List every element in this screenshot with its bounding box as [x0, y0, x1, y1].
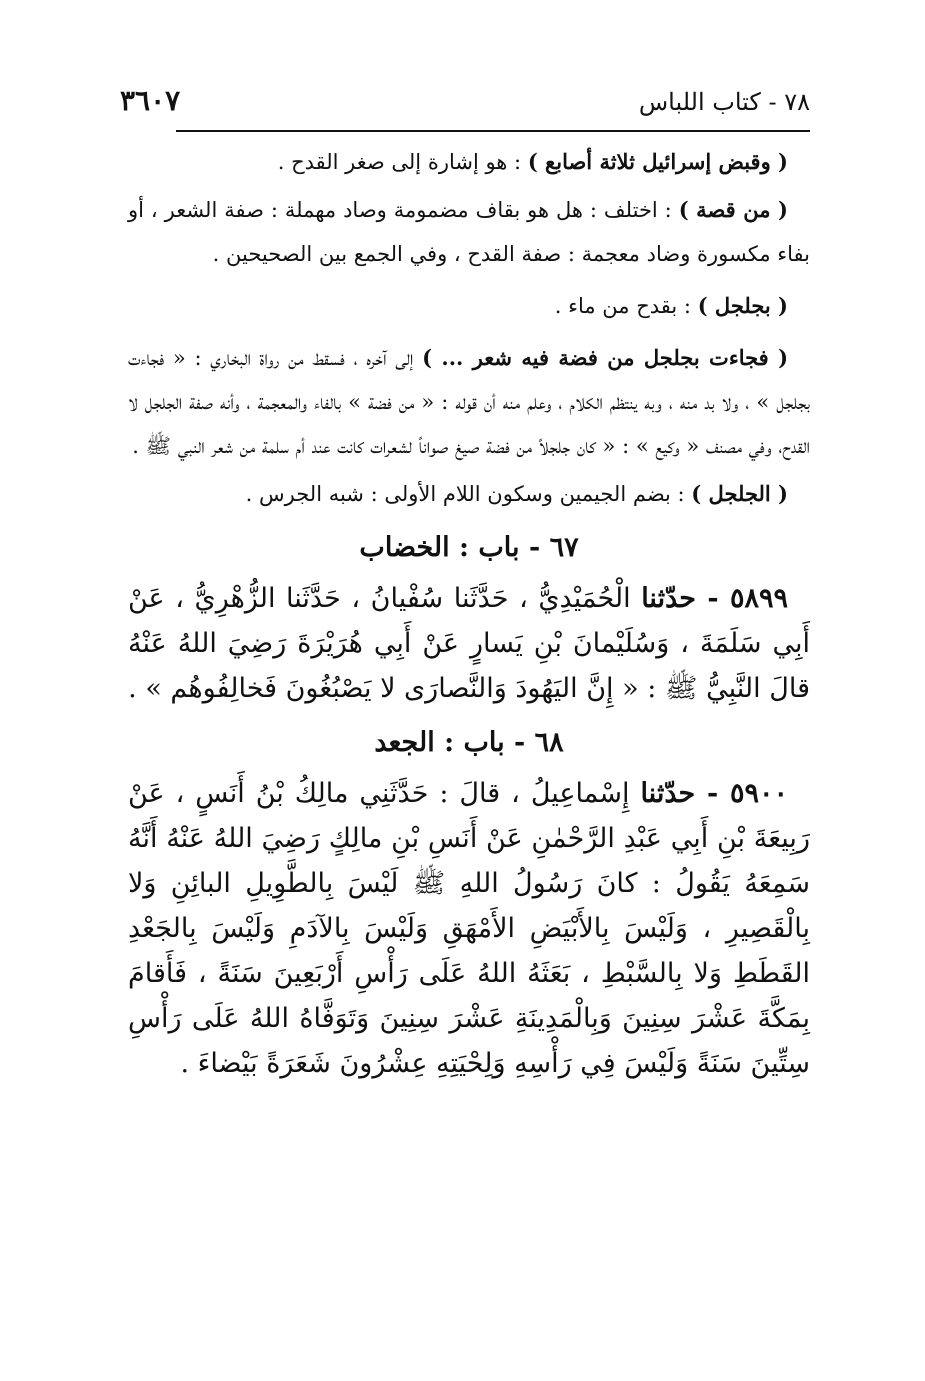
note-term: ( الجلجل ) — [691, 481, 788, 506]
note-term: ( وقبض إسرائيل ثلاثة أصابع ) — [527, 149, 788, 174]
chapter-heading: ٦٧ - باب : الخضاب — [359, 532, 579, 563]
note-term: ( من قصة ) — [678, 197, 788, 222]
note-text: : اختلف : هل هو بقاف مضمومة وصاد مهملة : صفة الشعر ، أو بفاء مكسورة وضاد معجمة : صفة القدح ، وفي الجمع بين الصحيحين . — [128, 198, 810, 266]
running-header — [120, 84, 810, 132]
note-term: ( فجاءت بجلجل من فضة فيه شعر ... ) — [422, 345, 789, 370]
hadith-number: ٥٨٩٩ - حدّثنا — [641, 583, 788, 614]
note-paragraph — [128, 188, 810, 276]
hadith-text: إِسْماعِيلُ ، قالَ : حَدَّثَنِي مالِكُ بْنُ أَنَسٍ ، عَنْ رَبِيعَةَ بْنِ أَبِي عَبْدِ الرَّحْمٰنِ عَنْ أَنَسِ بْنِ مالِكٍ رَضِيَ اللهُ عَنْهُ أَنَّهُ سَمِعَهُ يَقُولُ : كانَ رَسُولُ اللهِ ﷺ لَيْسَ بِالطَّوِيلِ البائِنِ وَلا بِالْقَصِيرِ ، وَلَيْسَ بِالأَبْيَضِ الأَمْهَقِ وَلَيْسَ بِالآدَمِ وَلَيْسَ بِالجَعْدِ القَطَطِ وَلا بِالسَّبْطِ ، بَعَثَهُ اللهُ عَلَى رَأْسِ أَرْبَعِينَ سَنَةً ، فَأَقامَ بِمَكَّةَ عَشْرَ سِنِينَ وَبِالْمَدِينَةِ عَشْرَ سِنِينَ وَتَوَفَّاهُ اللهُ عَلَى رَأْسِ سِتِّينَ سَنَةً وَلَيْسَ فِي رَأْسِهِ وَلِحْيَتِهِ عِشْرُونَ شَعَرَةً بَيْضاءَ . — [128, 778, 810, 1079]
note-text: : بضم الجيمين وسكون اللام الأولى : شبه الجرس . — [245, 482, 692, 506]
hadith-number: ٥٩٠٠ - حدّثنا — [640, 778, 788, 809]
hadith-paragraph — [128, 771, 810, 1086]
hadith-text: الْحُمَيْدِيُّ ، حَدَّثَنا سُفْيانُ ، حَدَّثَنا الزُّهْرِيُّ ، عَنْ أَبِي سَلَمَةَ ، وَسُلَيْمانَ بْنِ يَسارٍ عَنْ أَبِي هُرَيْرَةَ رَضِيَ اللهُ عَنْهُ قالَ النَّبِيُّ ﷺ : « إِنَّ اليَهُودَ وَالنَّصارَى لا يَصْبُغُونَ فَخالِفُوهُم » . — [128, 583, 810, 704]
chapter-title: ٧٨ - كتاب اللباس — [638, 88, 810, 116]
chapter-heading: ٦٨ - باب : الجعد — [374, 727, 564, 758]
hadith-paragraph — [128, 576, 810, 711]
note-paragraph — [128, 140, 810, 184]
note-term: ( بجلجل ) — [697, 293, 788, 318]
note-paragraph — [128, 472, 810, 516]
note-text: : هو إشارة إلى صغر القدح . — [277, 150, 528, 174]
header-rule — [176, 130, 810, 132]
note-text: : بقدح من ماء . — [554, 294, 698, 318]
page-body — [128, 140, 810, 1086]
note-paragraph — [128, 284, 810, 328]
note-text: إلى آخره ، فسقط من رواة البخاري : « فجاءت بجلجل » ، ولا بد منه ، وبه ينتظم الكلام ، وعلم منه أن قوله : « من فضة » بالفاء والمعجمة ، وأنه صفة الجلجل لا القدح، وفي مصنف « وكيع » : « كان جلجلاً من فضة صيغ صواناً لشعرات كانت عند أم سلمة من شعر النبي ﷺ . — [128, 346, 810, 458]
note-paragraph — [128, 336, 810, 468]
page-number: ٣٦٠٧ — [120, 84, 181, 117]
